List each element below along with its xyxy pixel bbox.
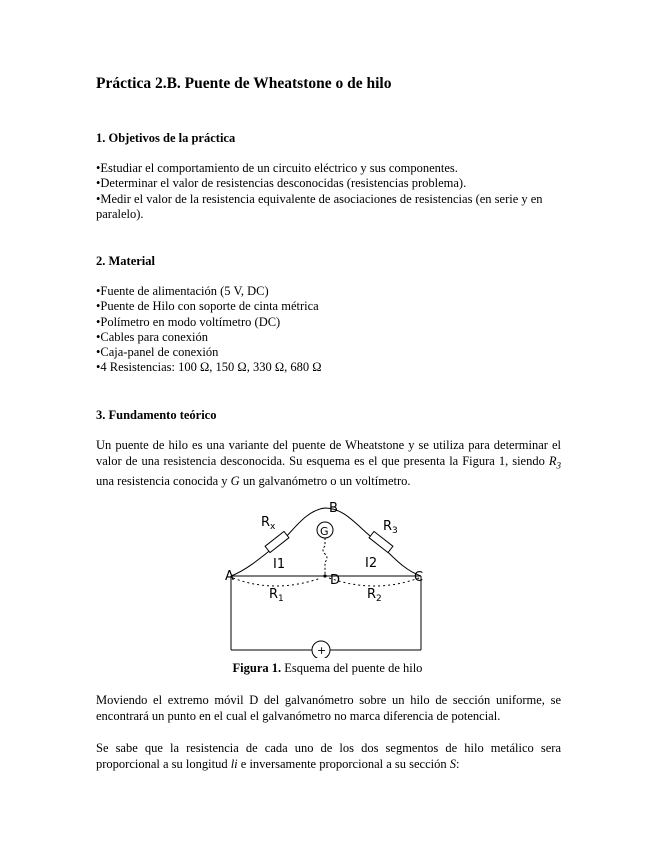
- galvanometer-lead: [323, 538, 327, 576]
- node-b-label: B: [329, 501, 338, 516]
- objetivos-list: [96, 161, 561, 222]
- wheatstone-bridge-figure: [225, 498, 435, 658]
- source-polarity-label: +: [317, 644, 327, 657]
- paragraph-galvanometer: Moviendo el extremo móvil D del galvanómetro sobre un hilo de sección uniforme, se encontrará un punto en el cual el galvanómetro no marca diferencia de potencial.: [96, 693, 561, 723]
- list-item: •Estudiar el comportamiento de un circuito eléctrico y sus componentes.: [96, 161, 458, 175]
- list-item: •Puente de Hilo con soporte de cinta métrica: [96, 299, 319, 314]
- resistor-rx-icon: [265, 531, 289, 552]
- list-item: •Determinar el valor de resistencias desconocidas (resistencias problema).: [96, 176, 467, 191]
- section-heading-fundamento: 3. Fundamento teórico: [96, 408, 217, 422]
- paragraph-intro: Un puente de hilo es una variante del puente de Wheatstone y se utiliza para determinar el valor de una resistencia desconocida. Su esquema es el que presenta la Figura 1, siendo $R_3$ una resistencia conocida y G un galvanómetro o un voltímetro.: [96, 438, 561, 488]
- resistor-rx-label: $R_x$: [261, 515, 276, 532]
- node-c-label: C: [414, 570, 424, 585]
- node-d-label: D: [330, 573, 341, 588]
- list-item: •Polímetro en modo voltímetro (DC): [96, 314, 281, 329]
- figure-caption: Figura 1. Esquema del puente de hilo: [232, 661, 423, 675]
- contact-d-point: [323, 574, 326, 577]
- section-heading-material: 2. Material: [96, 254, 156, 268]
- list-item: •4 Resistencias: 100 Ω, 150 Ω, 330 Ω, 680 Ω: [96, 360, 322, 375]
- current-i2-label: I2: [365, 556, 378, 571]
- upper-branch-wire: [231, 508, 421, 576]
- resistor-r3-icon: [369, 531, 393, 552]
- list-item: •Caja-panel de conexión: [96, 345, 219, 360]
- list-item: •Fuente de alimentación (5 V, DC): [96, 284, 269, 298]
- node-a-label: A: [225, 569, 234, 584]
- current-i1-label: I1: [273, 557, 286, 572]
- resistor-r3-label: $R_3$: [383, 519, 398, 536]
- material-list: [96, 284, 561, 376]
- segment-r1-arc: [233, 578, 321, 586]
- page-title: Práctica 2.B. Puente de Wheatstone o de hilo: [96, 75, 392, 92]
- segment-r2-arc: [329, 578, 419, 586]
- galvanometer-label: G: [320, 525, 329, 538]
- segment-r1-label: $R_1$: [269, 587, 284, 604]
- section-heading-objetivos: 1. Objetivos de la práctica: [96, 131, 236, 145]
- segment-r2-label: $R_2$: [367, 587, 382, 604]
- list-item: •Cables para conexión: [96, 329, 208, 344]
- paragraph-resistance: Se sabe que la resistencia de cada uno de los dos segmentos de hilo metálico sera proporcional a su longitud li e inversamente proporcional a su sección S:: [96, 741, 561, 771]
- list-item: •Medir el valor de la resistencia equivalente de asociaciones de resistencias (en serie y en paralelo).: [96, 191, 543, 221]
